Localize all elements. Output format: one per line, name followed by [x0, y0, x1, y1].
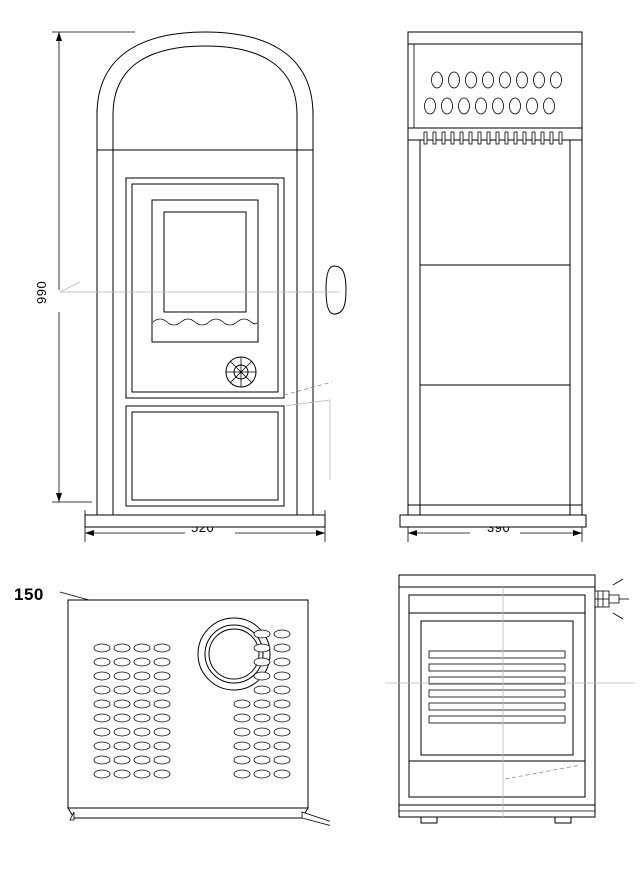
dimension-label-height: 990 [34, 280, 49, 304]
front-elevation-view [40, 10, 370, 570]
stove-top-plate [68, 600, 330, 826]
top-view [40, 570, 330, 860]
dimension-label-flue: 150 [14, 585, 44, 604]
rear-section-view [385, 565, 635, 855]
rear-outline [399, 575, 595, 823]
rear-fitting-detail [595, 579, 629, 619]
side-elevation-view [390, 10, 620, 570]
